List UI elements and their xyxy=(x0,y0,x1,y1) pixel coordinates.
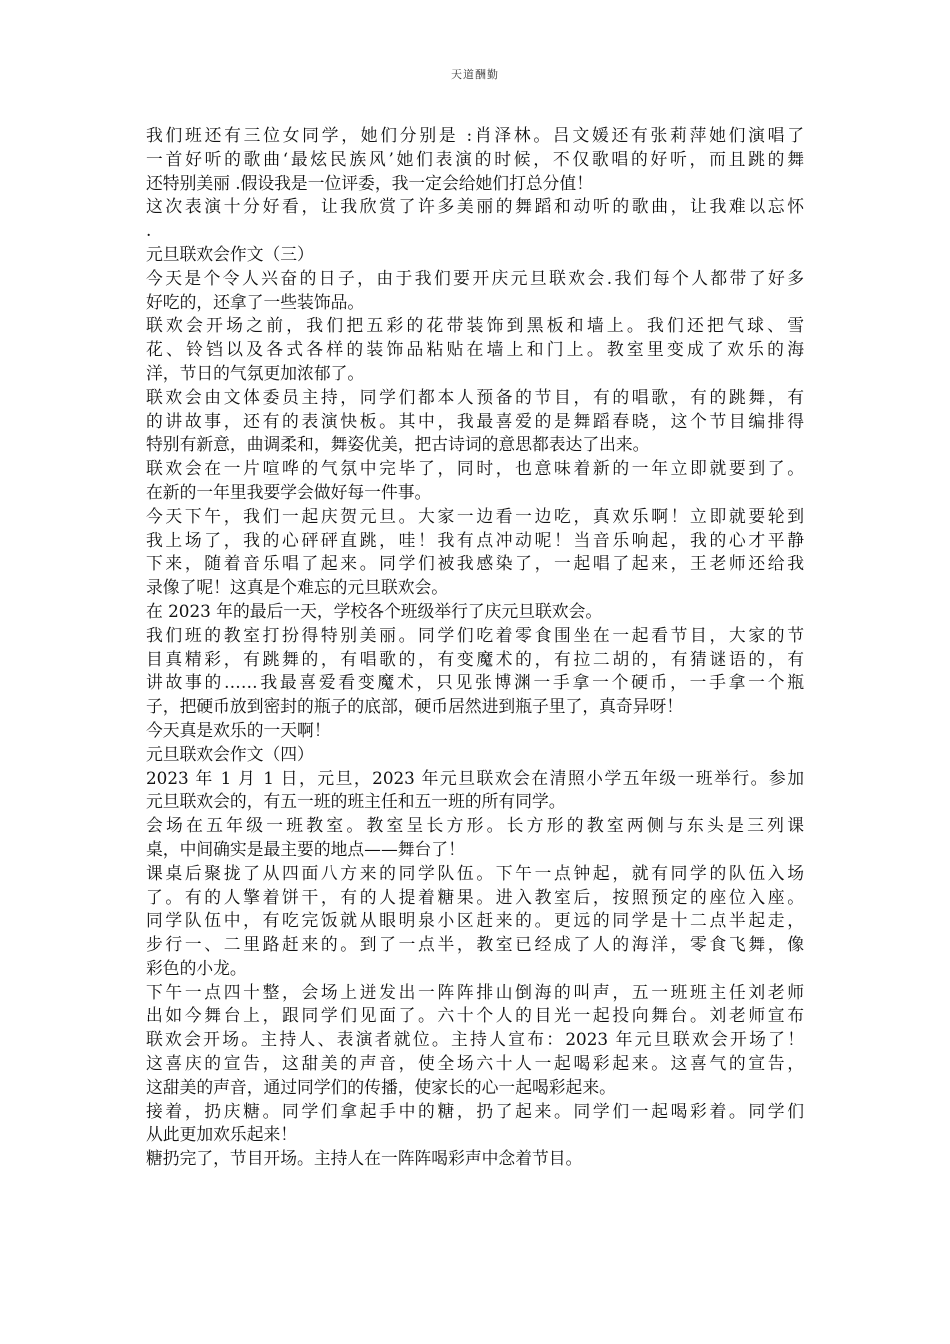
text-line: 下午一点四十整，会场上迸发出一阵阵排山倒海的叫声，五一班班主任刘老师 xyxy=(146,981,804,1002)
text-line: 的讲故事，还有的表演快板。其中，我最喜爱的是舞蹈春晓，这个节目编排得 xyxy=(146,410,804,431)
text-line: 联欢会开场之前，我们把五彩的花带装饰到黑板和墙上。我们还把气球、雪 xyxy=(146,315,804,336)
text-line: 录像了呢！这真是个难忘的元旦联欢会。 xyxy=(146,577,449,598)
document-body xyxy=(146,124,804,1171)
text-line: 我上场了，我的心砰砰直跳，哇！我有点冲动呢！当音乐响起，我的心才平静 xyxy=(146,529,804,550)
page-header: 天道酬勤 xyxy=(451,68,499,81)
text-line: 联欢会由文体委员主持，同学们都本人预备的节目，有的唱歌，有的跳舞，有 xyxy=(146,386,804,407)
text-line: 步行一、二里路赶来的。到了一点半，教室已经成了人的海洋，零食飞舞，像 xyxy=(146,934,804,955)
text-line: 今天下午，我们一起庆贺元旦。大家一边看一边吃，真欢乐啊！立即就要轮到 xyxy=(146,505,804,526)
text-line: 今天是个令人兴奋的日子，由于我们要开庆元旦联欢会.我们每个人都带了好多 xyxy=(146,267,804,288)
text-line: 2023 年 1 月 1 日，元旦，2023 年元旦联欢会在清照小学五年级一班举行。参加 xyxy=(146,767,804,788)
text-line: 一首好听的歌曲‘最炫民族风’她们表演的时候，不仅歌唱的好听，而且跳的舞 xyxy=(146,148,804,169)
text-line: 糖扔完了，节目开场。主持人在一阵阵喝彩声中念着节目。 xyxy=(146,1148,583,1169)
text-line: 元旦联欢会作文（四） xyxy=(146,743,314,764)
text-line: 好吃的，还拿了一些装饰品。 xyxy=(146,291,365,312)
text-line: 这甜美的声音，通过同学们的传播，使家长的心一起喝彩起来。 xyxy=(146,1076,616,1097)
text-line: 我们班还有三位女同学，她们分别是 :肖泽林。吕文媛还有张莉萍她们演唱了 xyxy=(146,125,804,145)
text-line: 这喜庆的宣告，这甜美的声音，使全场六十人一起喝彩起来。这喜气的宣告， xyxy=(146,1053,804,1074)
text-line: 在 2023 年的最后一天，学校各个班级举行了庆元旦联欢会。 xyxy=(146,600,603,621)
text-line: 还特别美丽 .假设我是一位评委，我一定会给她们打总分值！ xyxy=(146,172,593,193)
text-line: 元旦联欢会的，有五一班的班主任和五一班的所有同学。 xyxy=(146,791,566,812)
text-line: 课桌后聚拢了从四面八方来的同学队伍。下午一点钟起，就有同学的队伍入场 xyxy=(146,862,804,883)
text-line: 出如今舞台上，跟同学们见面了。六十个人的目光一起投向舞台。刘老师宣布 xyxy=(146,1005,804,1026)
text-line: 桌，中间确实是最主要的地点——舞台了！ xyxy=(146,838,465,859)
text-line: 讲故事的……我最喜爱看变魔术，只见张博渊一手拿一个硬币，一手拿一个瓶 xyxy=(146,672,804,693)
text-line: 接着，扔庆糖。同学们拿起手中的糖，扔了起来。同学们一起喝彩着。同学们 xyxy=(146,1100,804,1121)
text-line: 我们班的教室打扮得特别美丽。同学们吃着零食围坐在一起看节目，大家的节 xyxy=(146,624,804,645)
text-line: 下来，随着音乐唱了起来。同学们被我感染了，一起唱了起来，王老师还给我 xyxy=(146,553,804,574)
text-line: 这次表演十分好看，让我欣赏了许多美丽的舞蹈和动听的歌曲，让我难以忘怀 xyxy=(146,196,804,217)
text-line: 特别有新意，曲调柔和，舞姿优美，把古诗词的意思都表达了出来。 xyxy=(146,434,650,455)
text-line: 了。有的人擎着饼干，有的人提着糖果。进入教室后，按照预定的座位入座。 xyxy=(146,886,804,907)
text-line: 子，把硬币放到密封的瓶子的底部，硬币居然进到瓶子里了，真奇异呀！ xyxy=(146,696,684,717)
text-line: 会场在五年级一班教室。教室呈长方形。长方形的教室两侧与东头是三列课 xyxy=(146,815,804,836)
text-line: 洋，节日的气氛更加浓郁了。 xyxy=(146,362,365,383)
text-line: . xyxy=(146,220,152,241)
text-line: 同学队伍中，有吃完饭就从眼明泉小区赶来的。更远的同学是十二点半起走， xyxy=(146,910,804,931)
text-line: 元旦联欢会作文（三） xyxy=(146,243,314,264)
text-line: 目真精彩，有跳舞的，有唱歌的，有变魔术的，有拉二胡的，有猜谜语的，有 xyxy=(146,648,804,669)
text-line: 花、铃铛以及各式各样的装饰品粘贴在墙上和门上。教室里变成了欢乐的海 xyxy=(146,339,804,360)
text-line: 今天真是欢乐的一天啊！ xyxy=(146,719,331,740)
text-line: 从此更加欢乐起来！ xyxy=(146,1124,298,1145)
text-line: 联欢会开场。主持人、表演者就位。主持人宣布：2023 年元旦联欢会开场了！ xyxy=(146,1029,804,1050)
text-line: 联欢会在一片喧哗的气氛中完毕了，同时，也意味着新的一年立即就要到了。 xyxy=(146,458,804,479)
text-line: 彩色的小龙。 xyxy=(146,957,247,978)
text-line: 在新的一年里我要学会做好每一件事。 xyxy=(146,481,432,502)
